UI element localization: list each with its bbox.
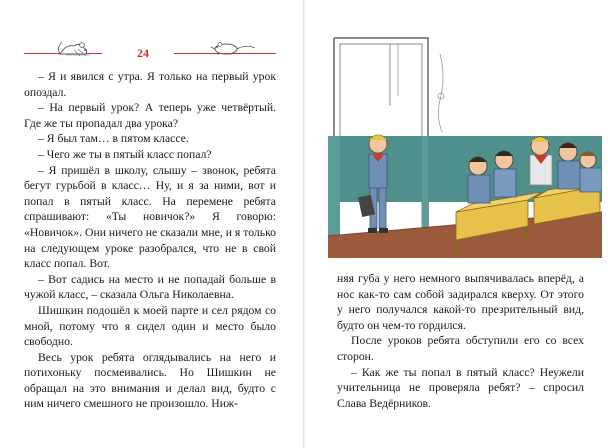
paragraph: – Вот садись на место и не попадай больше в чужой класс, – сказала Ольга Николаевна. <box>24 272 276 302</box>
paragraph: – Я и явился с утра. Я только на первый урок опоздал. <box>24 70 276 99</box>
right-page <box>304 0 608 448</box>
page-header <box>24 34 276 64</box>
mouse-icon <box>56 36 98 58</box>
paragraph: – Как же ты попал в пятый класс? Неужели учительница не проверяла ребят? – спросил Слава Ведёрников. <box>337 365 584 410</box>
paragraph: – Чего же ты в пятый класс попал? <box>38 147 212 161</box>
paragraph: Шишкин подошёл к моей парте и сел рядом со мной, потому что я сидел один и место было свободно. <box>24 303 276 349</box>
paragraph: – На первый урок? А теперь уже четвёртый. Где же ты пропадал два урока? <box>24 101 276 130</box>
paragraph: После уроков ребята обступили его со всех сторон. <box>337 334 584 363</box>
paragraph: – Я пришёл в школу, слышу – звонок, ребята бегут гурьбой в класс… Ну, и я за ними, вот и попал в пятый класс. На перемене ребята спрашивают: «Ты новичок?» Я говорю: «Новичок». Они ничего не сказали мне, и я только на следующем уроке разобрался, что не в свой класс попал. Вот. <box>24 163 276 271</box>
header-rule-right <box>174 53 276 54</box>
paragraph: Весь урок ребята оглядывались на него и потихоньку посмеивались. Но Шишкин не обращал на это внимания и делал вид, будто с ним ничего смешного не произошло. Ниж- <box>24 350 276 411</box>
left-page-text <box>24 69 276 412</box>
page-number: 24 <box>137 46 149 60</box>
paragraph: – Я был там… в пятом классе. <box>38 132 189 146</box>
classroom-illustration <box>328 36 602 258</box>
paragraph: няя губа у него немного выпячивалась вперёд, а нос как-то сам собой задирался кверху. От этого у него получался какой-то презрительный вид, будто он чем-то гордился. <box>337 272 584 332</box>
right-page-text <box>337 271 584 411</box>
